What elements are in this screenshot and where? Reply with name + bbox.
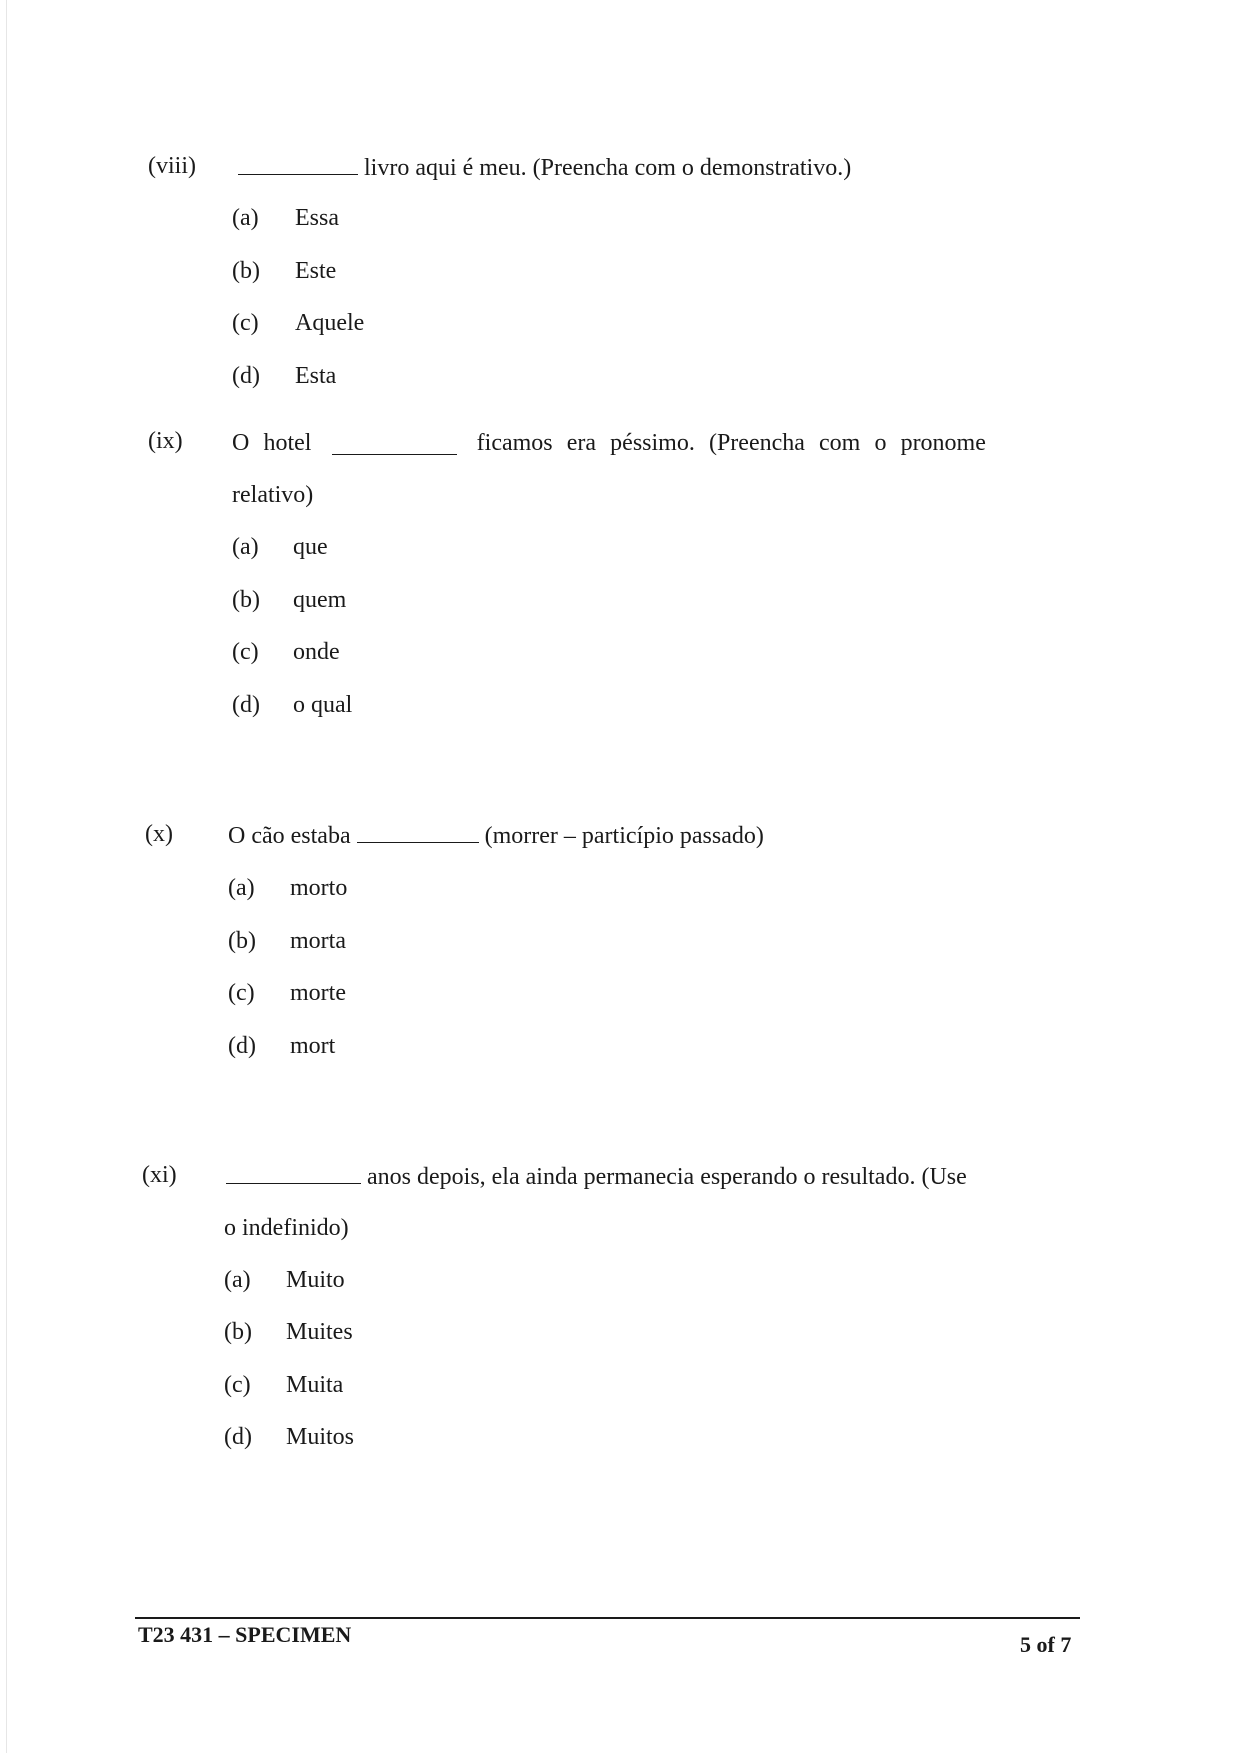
option-letter: (b) <box>232 258 260 284</box>
question-word: ficamos <box>476 430 553 456</box>
question-number: (viii) <box>148 153 196 179</box>
option-letter: (d) <box>224 1424 252 1450</box>
option-letter: (b) <box>224 1319 252 1345</box>
question-continuation: relativo) <box>232 482 314 508</box>
option-letter: (c) <box>232 310 259 336</box>
question-stem <box>232 431 986 455</box>
option-text[interactable]: Muitos <box>286 1424 355 1450</box>
option-text[interactable]: morta <box>290 928 346 954</box>
question-text: (morrer – particípio passado) <box>484 823 764 849</box>
option-letter: (d) <box>232 692 260 718</box>
option-letter: (c) <box>228 980 255 1006</box>
option-text[interactable]: Muita <box>286 1372 344 1398</box>
answer-blank[interactable] <box>357 842 479 843</box>
question-stem <box>228 824 764 848</box>
page-edge <box>6 0 7 1753</box>
option-text[interactable]: Muito <box>286 1267 345 1293</box>
answer-blank[interactable] <box>332 431 457 455</box>
option-text[interactable]: Esta <box>295 363 337 389</box>
option-text[interactable]: mort <box>290 1033 336 1059</box>
answer-blank[interactable] <box>238 174 358 175</box>
option-letter: (d) <box>228 1033 256 1059</box>
option-text[interactable]: morte <box>290 980 346 1006</box>
option-letter: (c) <box>232 639 259 665</box>
option-text[interactable]: onde <box>293 639 340 665</box>
question-continuation: o indefinido) <box>224 1215 349 1241</box>
option-text[interactable]: morto <box>290 875 348 901</box>
option-text[interactable]: Muites <box>286 1319 353 1345</box>
option-text[interactable]: Aquele <box>295 310 365 336</box>
option-letter: (b) <box>232 587 260 613</box>
footer-code: T23 431 – SPECIMEN <box>138 1622 352 1647</box>
question-text: livro aqui é meu. (Preencha com o demonstrativo.) <box>364 155 852 181</box>
option-text[interactable]: o qual <box>293 692 353 718</box>
question-word: era <box>566 430 597 456</box>
question-word: o <box>874 430 887 456</box>
option-letter: (a) <box>224 1267 251 1293</box>
question-stem <box>232 156 851 180</box>
footer-page-number: 5 of 7 <box>1020 1632 1072 1657</box>
option-letter: (c) <box>224 1372 251 1398</box>
question-text: O cão estaba <box>228 823 351 849</box>
option-letter: (a) <box>232 534 259 560</box>
option-text[interactable]: Essa <box>295 205 339 231</box>
question-word: péssimo. <box>610 430 695 456</box>
question-number: (x) <box>145 821 173 847</box>
question-word: hotel <box>263 430 312 456</box>
question-word: pronome <box>900 430 986 456</box>
option-text[interactable]: Este <box>295 258 337 284</box>
option-letter: (b) <box>228 928 256 954</box>
answer-blank[interactable] <box>226 1183 361 1184</box>
option-letter: (d) <box>232 363 260 389</box>
option-text[interactable]: que <box>293 534 328 560</box>
question-word: com <box>819 430 861 456</box>
option-letter: (a) <box>228 875 255 901</box>
footer-rule <box>135 1617 1080 1619</box>
question-word: (Preencha <box>708 430 805 456</box>
question-number: (ix) <box>148 428 183 454</box>
question-stem <box>220 1165 967 1189</box>
option-text[interactable]: quem <box>293 587 347 613</box>
question-word: O <box>232 430 250 456</box>
question-text: anos depois, ela ainda permanecia esperando o resultado. (Use <box>367 1164 967 1190</box>
option-letter: (a) <box>232 205 259 231</box>
question-number: (xi) <box>142 1162 177 1188</box>
